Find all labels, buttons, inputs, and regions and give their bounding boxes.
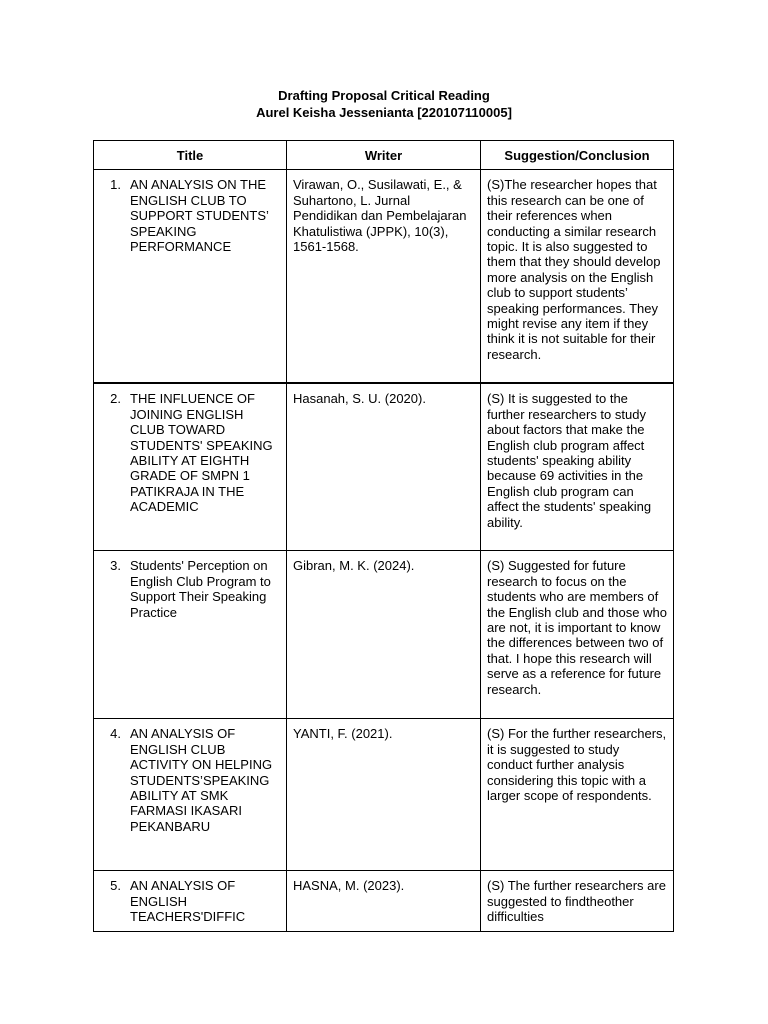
author-line: Aurel Keisha Jessenianta [220107110005] [256,105,512,120]
suggestion-cell: (S) The further researchers are suggested to findtheother difficulties [481,871,674,931]
writer-cell: Hasanah, S. U. (2020). [287,383,481,551]
row-title: AN ANALYSIS ON THE ENGLISH CLUB TO SUPPORT STUDENTS’ SPEAKING PERFORMANCE [130,177,269,255]
document-header [0,87,768,121]
header-suggestion: Suggestion/Conclusion [481,141,674,170]
row-title: Students' Perception on English Club Program to Support Their Speaking Practice [130,558,271,620]
title-cell [94,383,287,551]
table-header-row [94,141,674,170]
review-table [93,140,674,932]
title-cell [94,551,287,719]
header-writer: Writer [287,141,481,170]
table-row [94,170,674,384]
suggestion-cell: (S) It is suggested to the further researchers to study about factors that make the English club program affect students' speaking ability because 69 activities in the English club program can affect the students' speaking ability. [481,383,674,551]
suggestion-cell: (S)The researcher hopes that this research can be one of their references when conducting a similar research topic. It is also suggested to them that they should develop more analysis on the English club to support students’ speaking performances. They might revise any item if they think it is not suitable for their research. [481,170,674,384]
title-cell [94,719,287,871]
row-number: 1. [110,177,121,193]
row-title: THE INFLUENCE OF JOINING ENGLISH CLUB TOWARD STUDENTS' SPEAKING ABILITY AT EIGHTH GRADE OF SMPN 1 PATIKRAJA IN THE ACADEMIC [130,391,273,515]
table-row [94,871,674,931]
document-title: Drafting Proposal Critical Reading [278,88,490,103]
table-row [94,551,674,719]
row-number: 3. [110,558,121,574]
header-title: Title [94,141,287,170]
row-number: 2. [110,391,121,407]
suggestion-cell: (S) Suggested for future research to focus on the students who are members of the English club and those who are not, it is important to know the differences between two of that. I hope this research will serve as a reference for future research. [481,551,674,719]
writer-cell: Gibran, M. K. (2024). [287,551,481,719]
suggestion-cell: (S) For the further researchers, it is suggested to study conduct further analysis considering this topic with a larger scope of respondents. [481,719,674,871]
row-number: 4. [110,726,121,742]
table-row [94,383,674,551]
table-row [94,719,674,871]
writer-cell: Virawan, O., Susilawati, E., & Suhartono, L. Jurnal Pendidikan dan Pembelajaran Khatulistiwa (JPPK), 10(3), 1561-1568. [287,170,481,384]
title-cell [94,871,287,931]
row-title: AN ANALYSIS OF ENGLISH CLUB ACTIVITY ON HELPING STUDENTS’SPEAKING ABILITY AT SMK FARMASI IKASARI PEKANBARU [130,726,273,834]
row-title: AN ANALYSIS OF ENGLISH TEACHERS'DIFFIC [130,878,246,925]
title-cell [94,170,287,384]
writer-cell: YANTI, F. (2021). [287,719,481,871]
row-number: 5. [110,878,121,894]
writer-cell: HASNA, M. (2023). [287,871,481,931]
